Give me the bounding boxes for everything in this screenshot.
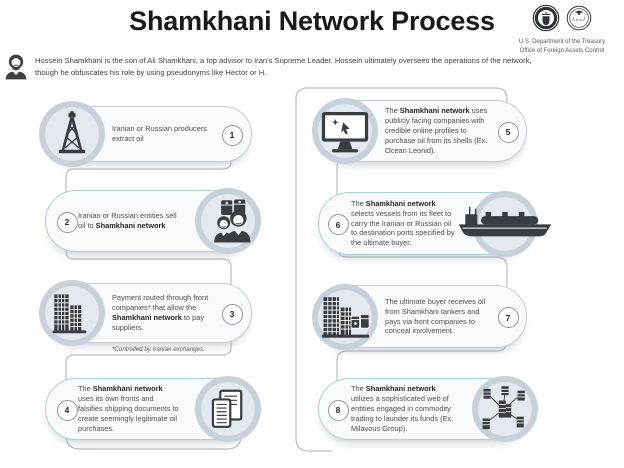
step-item-4 <box>45 378 255 440</box>
oil-traders-icon <box>195 188 261 254</box>
step-number-badge: 6 <box>328 214 349 235</box>
step-text <box>78 384 180 433</box>
step-item-3 <box>45 283 252 353</box>
step-number-badge: 7 <box>498 307 519 328</box>
step-text-plain: Iranian or Russian entities sell oil to <box>78 211 177 230</box>
step-text-plain: The ultimate buyer receives oil from Shamkhani tankers and pays via front companies to conceal involvement. <box>385 296 486 336</box>
step-text-plain: The <box>351 384 366 394</box>
svg-text:O.F.A.C: O.F.A.C <box>572 17 586 22</box>
step-item-1 <box>45 106 252 162</box>
step-text-plain: to pay suppliers. <box>112 313 205 332</box>
tanker-vessel-icon <box>472 191 538 257</box>
step-text-bold: Shamkhani network <box>95 221 166 230</box>
step-text-plain: The <box>385 106 400 116</box>
step-text <box>385 297 490 336</box>
step-item-8 <box>318 378 530 440</box>
step-item-6 <box>318 192 530 255</box>
agency-office: Office of Foreign Assets Control <box>519 48 605 55</box>
front-companies-icon <box>39 280 105 346</box>
online-profile-computer-icon <box>312 98 378 164</box>
buyer-buildings-icon <box>312 284 378 350</box>
step-item-2 <box>45 190 255 252</box>
step-text-plain: The <box>78 384 93 394</box>
step-number-badge: 2 <box>57 212 78 233</box>
step-text-plain: uses its own fronts and falsifies shipping documents to create seemingly legitimate oil purchases. <box>78 394 179 433</box>
step-number-badge: 3 <box>222 304 243 325</box>
step-text-bold: Shamkhani network <box>365 384 436 394</box>
step-text <box>78 211 180 231</box>
shipping-documents-icon <box>195 376 261 442</box>
step-item-5 <box>318 100 527 162</box>
step-text <box>385 106 490 155</box>
step-text-plain: Iranian or Russian producers extract oil <box>112 124 207 143</box>
step-text <box>112 124 215 144</box>
step-text-plain: The <box>351 198 366 208</box>
step-text <box>112 293 215 332</box>
step-number-badge: 1 <box>222 125 243 146</box>
oil-derrick-icon <box>39 101 105 167</box>
step-number-badge: 4 <box>57 400 78 421</box>
step-number-badge: 5 <box>498 122 519 143</box>
step-footnote: *Controlled by Iranian exchanges. <box>112 346 205 353</box>
page-title: Shamkhani Network Process <box>129 6 495 36</box>
agency-name: U.S. Department of the Treasury <box>518 39 606 45</box>
step-text-plain: utilizes a sophisticated web of entities engaged in commodity trading to launder its funds (Ex. Milavous Group). <box>351 394 454 433</box>
step-text-plain: uses publicly facing companies with credible online profiles to purchase oil from its shells (Ex. Ocean Leonid). <box>385 106 488 155</box>
entity-web-icon <box>472 376 538 442</box>
intro-text: Hossein Shamkhani is the son of Ali Shamkhani, a top advisor to Iran's Supreme Leader. Hossein ultimately oversees the operations of the network, though he obfuscates his role by using pseudonyms like Hector or H. <box>35 56 532 77</box>
step-number-badge: 8 <box>328 400 349 421</box>
step-text <box>351 384 455 433</box>
step-text-bold: Shamkhani network <box>399 106 470 116</box>
step-text-bold: Shamkhani network <box>112 313 182 322</box>
step-text-plain: selects vessels from its fleet to carry the Iranian or Russian oil to destination ports specified by the ultimate buyer. <box>351 208 455 248</box>
step-item-7 <box>318 285 527 348</box>
step-text-bold: Shamkhani network <box>92 384 163 394</box>
step-text-plain: Payment routed through front companies* that allow the <box>112 293 209 313</box>
step-text-bold: Shamkhani network <box>365 198 436 208</box>
step-text <box>351 199 455 248</box>
